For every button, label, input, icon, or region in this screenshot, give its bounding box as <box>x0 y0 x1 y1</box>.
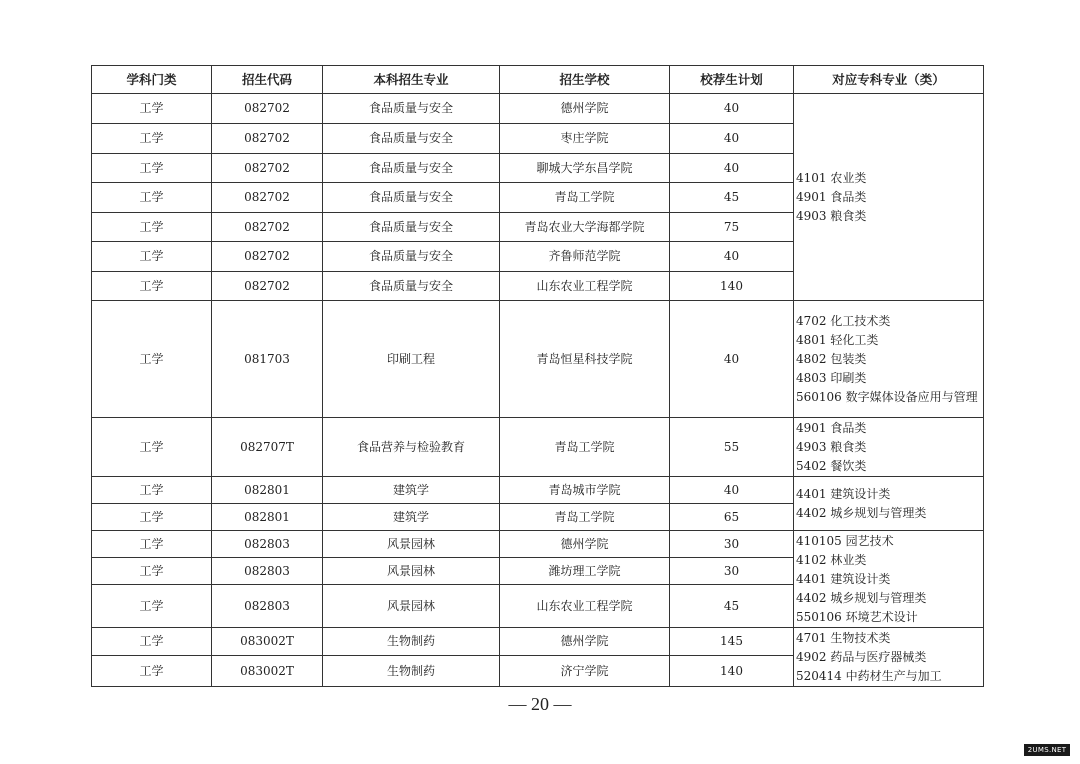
cell-school: 山东农业工程学院 <box>500 272 670 301</box>
corr-line: 4901 食品类 <box>796 420 867 435</box>
cell-school: 青岛恒星科技学院 <box>500 301 670 418</box>
cell-plan: 40 <box>670 477 794 504</box>
corr-line: 4702 化工技术类 <box>796 313 891 328</box>
cell-plan: 40 <box>670 154 794 183</box>
cell-major: 食品质量与安全 <box>323 94 500 124</box>
cell-code: 082801 <box>212 477 323 504</box>
corr-line: 520414 中药材生产与加工 <box>796 668 942 683</box>
header-major: 本科招生专业 <box>323 66 500 94</box>
cell-plan: 140 <box>670 272 794 301</box>
cell-code: 082702 <box>212 242 323 272</box>
cell-major: 生物制药 <box>323 628 500 656</box>
cell-discipline: 工学 <box>92 418 212 477</box>
table-row <box>92 477 984 504</box>
cell-major: 食品营养与检验教育 <box>323 418 500 477</box>
cell-school: 德州学院 <box>500 531 670 558</box>
cell-school: 青岛城市学院 <box>500 477 670 504</box>
table-row <box>92 301 984 418</box>
cell-plan: 40 <box>670 242 794 272</box>
cell-major: 风景园林 <box>323 558 500 585</box>
cell-discipline: 工学 <box>92 558 212 585</box>
cell-major: 食品质量与安全 <box>323 154 500 183</box>
cell-school: 青岛工学院 <box>500 504 670 531</box>
corr-line: 4903 粮食类 <box>796 439 867 454</box>
cell-plan: 40 <box>670 301 794 418</box>
cell-discipline: 工学 <box>92 477 212 504</box>
table-row <box>92 531 984 558</box>
cell-discipline: 工学 <box>92 272 212 301</box>
corr-line: 4402 城乡规划与管理类 <box>796 505 927 520</box>
cell-discipline: 工学 <box>92 183 212 213</box>
header-corresponding: 对应专科专业（类） <box>794 66 984 94</box>
corr-line: 4803 印刷类 <box>796 370 867 385</box>
cell-discipline: 工学 <box>92 301 212 418</box>
header-code: 招生代码 <box>212 66 323 94</box>
corr-line: 4401 建筑设计类 <box>796 486 891 501</box>
cell-school: 青岛农业大学海都学院 <box>500 213 670 242</box>
cell-school: 齐鲁师范学院 <box>500 242 670 272</box>
page-number: — 20 — <box>508 694 572 714</box>
table-row <box>92 628 984 656</box>
cell-school: 德州学院 <box>500 628 670 656</box>
cell-discipline: 工学 <box>92 94 212 124</box>
corr-line: 4901 食品类 <box>796 189 867 204</box>
cell-code: 082803 <box>212 558 323 585</box>
cell-plan: 45 <box>670 585 794 628</box>
cell-major: 食品质量与安全 <box>323 124 500 154</box>
cell-major: 食品质量与安全 <box>323 213 500 242</box>
cell-code: 082702 <box>212 272 323 301</box>
cell-school: 山东农业工程学院 <box>500 585 670 628</box>
cell-discipline: 工学 <box>92 585 212 628</box>
corr-line: 4903 粮食类 <box>796 208 867 223</box>
cell-plan: 45 <box>670 183 794 213</box>
cell-corresponding <box>794 477 984 531</box>
cell-plan: 65 <box>670 504 794 531</box>
table-row <box>92 418 984 477</box>
corr-line: 4101 农业类 <box>796 170 867 185</box>
cell-plan: 40 <box>670 94 794 124</box>
cell-discipline: 工学 <box>92 504 212 531</box>
cell-discipline: 工学 <box>92 628 212 656</box>
cell-major: 印刷工程 <box>323 301 500 418</box>
cell-discipline: 工学 <box>92 531 212 558</box>
corr-line: 4402 城乡规划与管理类 <box>796 590 927 605</box>
corr-line: 4102 林业类 <box>796 552 867 567</box>
cell-school: 德州学院 <box>500 94 670 124</box>
header-plan: 校荐生计划 <box>670 66 794 94</box>
cell-plan: 30 <box>670 558 794 585</box>
cell-school: 青岛工学院 <box>500 183 670 213</box>
cell-school: 枣庄学院 <box>500 124 670 154</box>
corr-line: 4902 药品与医疗器械类 <box>796 649 927 664</box>
table-row <box>92 94 984 124</box>
cell-discipline: 工学 <box>92 656 212 687</box>
cell-major: 食品质量与安全 <box>323 272 500 301</box>
cell-discipline: 工学 <box>92 213 212 242</box>
cell-discipline: 工学 <box>92 124 212 154</box>
admission-table <box>91 65 984 687</box>
cell-plan: 145 <box>670 628 794 656</box>
cell-discipline: 工学 <box>92 242 212 272</box>
cell-school: 潍坊理工学院 <box>500 558 670 585</box>
corr-line: 4701 生物技术类 <box>796 630 891 645</box>
corr-line: 550106 环境艺术设计 <box>796 609 918 624</box>
corr-line: 5402 餐饮类 <box>796 458 867 473</box>
cell-code: 083002T <box>212 656 323 687</box>
cell-code: 082702 <box>212 183 323 213</box>
cell-school: 聊城大学东昌学院 <box>500 154 670 183</box>
cell-major: 风景园林 <box>323 531 500 558</box>
header-discipline: 学科门类 <box>92 66 212 94</box>
cell-major: 建筑学 <box>323 477 500 504</box>
cell-plan: 75 <box>670 213 794 242</box>
corr-line: 4801 轻化工类 <box>796 332 879 347</box>
cell-major: 食品质量与安全 <box>323 242 500 272</box>
cell-school: 青岛工学院 <box>500 418 670 477</box>
cell-plan: 55 <box>670 418 794 477</box>
site-watermark: 2UMS.NET <box>1024 744 1070 756</box>
cell-code: 082702 <box>212 154 323 183</box>
cell-code: 083002T <box>212 628 323 656</box>
cell-plan: 30 <box>670 531 794 558</box>
cell-code: 082803 <box>212 585 323 628</box>
cell-code: 082702 <box>212 124 323 154</box>
cell-plan: 140 <box>670 656 794 687</box>
cell-plan: 40 <box>670 124 794 154</box>
cell-major: 生物制药 <box>323 656 500 687</box>
cell-major: 食品质量与安全 <box>323 183 500 213</box>
cell-discipline: 工学 <box>92 154 212 183</box>
cell-code: 082702 <box>212 213 323 242</box>
cell-corresponding <box>794 301 984 418</box>
cell-code: 082702 <box>212 94 323 124</box>
cell-code: 082707T <box>212 418 323 477</box>
cell-major: 建筑学 <box>323 504 500 531</box>
cell-corresponding <box>794 628 984 687</box>
header-school: 招生学校 <box>500 66 670 94</box>
cell-major: 风景园林 <box>323 585 500 628</box>
table-header-row <box>92 66 984 94</box>
cell-code: 082801 <box>212 504 323 531</box>
corr-line: 560106 数字媒体设备应用与管理 <box>796 389 978 404</box>
corr-line: 4401 建筑设计类 <box>796 571 891 586</box>
cell-corresponding <box>794 94 984 301</box>
cell-corresponding <box>794 531 984 628</box>
corr-line: 410105 园艺技术 <box>796 533 894 548</box>
cell-code: 081703 <box>212 301 323 418</box>
cell-code: 082803 <box>212 531 323 558</box>
cell-corresponding <box>794 418 984 477</box>
corr-line: 4802 包装类 <box>796 351 867 366</box>
cell-school: 济宁学院 <box>500 656 670 687</box>
